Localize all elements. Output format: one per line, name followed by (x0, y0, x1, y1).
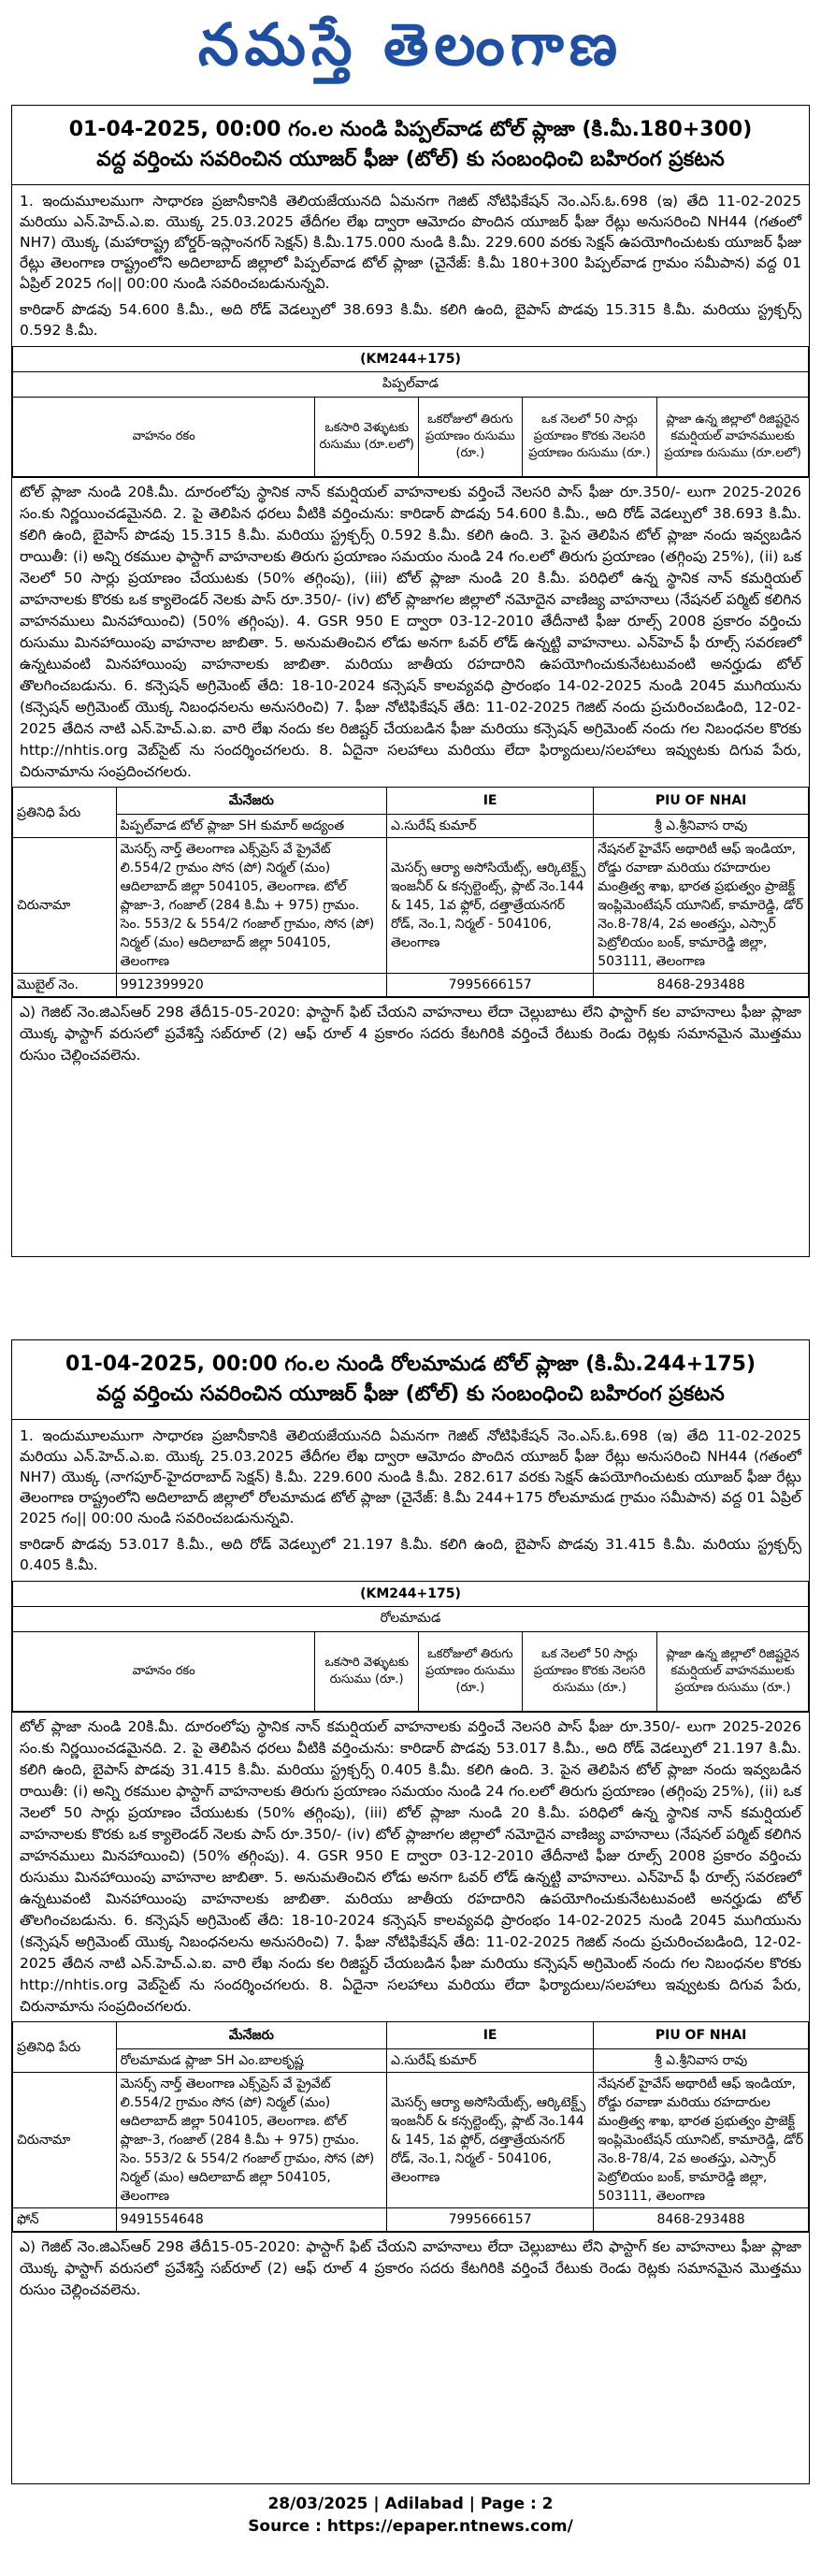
contact1-head: మేనేజరు (116, 788, 386, 815)
corridor-length-text: కారిడార్ పొడవు 53.017 కి.మీ., అది రోడ్ వెడల్పులో 21.197 కి.మీ. కలిగి ఉంది, బైపాస్ పొడవు 31.415 కి.మీ. మరియు స్ట్రక్చర్స్ 0.405 కి.మీ. (20, 1536, 801, 1573)
contact1-phone: 9491554648 (116, 2208, 386, 2232)
contact1-name: పిప్పల్‌వాడ టోల్ ప్లాజా SH కుమార్ అద్యంత (116, 815, 386, 838)
col-local-commercial: ప్లాజా ఉన్న జిల్లాలో రిజిష్టరైన కమర్షియల్ వాహనములకు ప్రయాణ రుసుము (రూ.) (657, 1632, 809, 1712)
notice-terms-paragraph: టోల్ ప్లాజా నుండి 20కి.మీ. దూరంలోపు స్థానిక నాన్ కమర్షియల్ వాహనాలకు వర్తించే నెలసరి పాస్ ఫీజు రూ.350/- లుగా 2025-2026 సం.కు నిర్ణయించడమైనది. 2. పై తెలిపిన ధరలు వీటికి వర్తించును: కారిడార్ పొడవు 53.017 కి.మీ., అది రోడ్ వెడల్పులో 21.197 కి.మీ. కలిగి ఉంది, బైపాస్ పొడవు 31.415 కి.మీ. మరియు స్ట్రక్చర్స్ 0.405 కి.మీ. కలిగి ఉంది. 3. పైన తెలిపిన టోల్ ప్లాజా నందు ఇవ్వబడిన రాయితీ: (i) అన్ని రకముల ఫాస్టాగ్ వాహనాలకు తిరుగు ప్రయాణం సమయం నుండి 24 గం.లలో తిరుగు ప్రయాణం (తగ్గింపు 25%), (ii) ఒక నెలలో 50 సార్లు ప్రయాణం చేయుటకు (50% తగ్గింపు), (iii) టోల్ ప్లాజా నుండి 20 కి.మీ. పరిధిలో ఉన్న స్థానిక నాన్ కమర్షియల్ వాహనాలకు కొరకు ఒక క్యాలెండర్ నెలకు పాస్ రూ.350/- (iv) టోల్ ప్లాజాగల జిల్లాలో నమోదైన వాణిజ్య వాహనాలు (నేషనల్ పర్మిట్ కలిగిన వాహనములు మినహాయించి) (50% తగ్గింపు). 4. GSR 950 E ద్వారా 03-12-2010 తేదీనాటి ఫీజు రూల్స్ 2008 ప్రకారం వర్తించు రుసుము మినహాయింపు వాహనాల జాబితా. 5. అనుమతించిన లోడు అనగా ఓవర్ లోడ్ ఉన్నట్టి వాహనాలు. ఎన్‌హెచ్ ఫీ రూల్స్ సవరణలో ఉన్నటువంటి మినహాయింపు వాహనాలకు జాబితా. మరియు జాతీయ రహదారిని ఉపయోగించుకునేటటువంటి అనర్హుడు టోల్ తొలగించబడును. 6. కన్సెషన్ అగ్రిమెంట్ తేది: 18-10-2024 కన్సెషన్ కాలవ్యవధి ప్రారంభం 14-02-2025 నుండి 2045 ముగియును (కన్సెషన్ అగ్రిమెంట్ యొక్క నిబంధనలను అనుసరించి) 7. ఫీజు నోటిఫికేషన్ తేది: 11-02-2025 గెజిట్ నందు ప్రచురించబడింది, 12-02-2025 తేదిన నాటి ఎన్.హెచ్.ఎ.ఐ. వారి లేఖ నందు కల రిజిష్టర్ చేయబడిన ఫీజు మరియు కన్సెషన్ అగ్రిమెంట్ నందు గల నిబంధనల కొరకు http://nhtis.org వెబ్‌సైట్ ను సందర్శించగలరు. 8. ఏదైనా సలహాలు మరియు లేదా ఫిర్యాదులు/సలహాలు ఇవ్వుటకు దిగువ పేరు, చిరునామాను సంప్రదించగలరు. (12, 1712, 809, 2021)
notice-title-line2: వద్ద వర్తించు సవరించిన యూజర్ ఫీజు (టోల్) కు సంబంధించి బహిరంగ ప్రకటన (96, 148, 725, 171)
contact1-name: రోలమామడ ప్లాజా SH ఎం.బాలకృష్ణ (116, 2049, 386, 2073)
notice-title (12, 106, 809, 185)
notice-title (12, 1340, 809, 1420)
contact1-address: మెసర్స్ నార్త్ తెలంగాణ ఎక్స్‌ప్రెస్ వే ప్రైవేట్ లి.554/2 గ్రామం సోన (పో) నిర్మల్ (మం) ఆదిలాబాద్ జిల్లా 504105, తెలంగాణ. టోల్ ప్లాజా-3, గంజాల్ (284 కి.మీ + 975) గ్రామం. సెం. 553/2 & 554/2 గంజాల్ గ్రామం, సోన (పో) నిర్మల్ (మం) ఆదిలాబాద్ జిల్లా 504105, తెలంగాణ (116, 838, 386, 974)
plaza-name: పిప్పల్‌వాడ (13, 372, 809, 398)
contact2-head: IE (386, 788, 593, 815)
fastag-penalty-note: ఎ) గెజిట్ నెం.జిఎస్ఆర్ 298 తేదీ15-05-2020: ఫాస్టాగ్ ఫిట్ చేయని వాహనాలు లేదా చెల్లుబాటు లేని ఫాస్టాగ్ కల వాహనాలు ఫీజు ప్లాజా యొక్క ఫాస్టాగ్ వరుసలో ప్రవేశిస్తే సబ్‌రూల్ (2) ఆఫ్ రూల్ 4 ప్రకారం సదరు కేటగిరికి వర్తించే రేటుకు రెండు రెట్లకు సమానమైన మొత్తము రుసుం చెల్లించవలెను. (12, 2232, 809, 2305)
contact2-name: ఎ.సురేష్ కుమార్ (386, 815, 593, 838)
page-footer (0, 2493, 821, 2538)
label-address: చిరునామా (13, 838, 117, 974)
footer-source-line: Source : https://epaper.ntnews.com/ (248, 2517, 573, 2536)
contact2-name: ఎ.సురేష్ కుమార్ (386, 2049, 593, 2073)
contact2-phone: 7995666157 (386, 974, 593, 997)
contact3-head: PIU OF NHAI (594, 788, 809, 815)
label-address: చిరునామా (13, 2073, 117, 2208)
contact2-address: మెసర్స్ ఆర్యా అసోసియేట్స్, ఆర్కిటెక్ట్స్ ఇంజనీర్ & కన్సల్టెంట్స్, ప్లాట్ నెం.144 & 145, 1వ ఫ్లోర్, దత్తాత్రేయనగర్ రోడ్, నెం.1, నిర్మల్ - 504106, తెలంగాణ (386, 2073, 593, 2208)
col-single-journey: ఒకసారి వెళ్ళుటకు రుసుము (రూ.) (315, 1632, 419, 1712)
contact2-address: మెసర్స్ ఆర్యా అసోసియేట్స్, ఆర్కిటెక్ట్స్ ఇంజనీర్ & కన్సల్టెంట్స్, ప్లాట్ నెం.144 & 145, 1వ ఫ్లోర్, దత్తాత్రేయనగర్ రోడ్, నెం.1, నిర్మల్ - 504106, తెలంగాణ (386, 838, 593, 974)
footer-date-line: 28/03/2025 | Adilabad | Page : 2 (267, 2495, 554, 2513)
notice-intro-paragraph: 1. ఇందుమూలముగా సాధారణ ప్రజానీకానికి తెలియజేయునది ఏమనగా గెజిట్ నోటిఫికేషన్ నెం.ఎస్.ఓ.698 (ఇ) తేది 11-02-2025 మరియు ఎన్.హెచ్.ఎ.ఐ. యొక్క 25.03.2025 తేదీగల లేఖ ద్వారా ఆమోదం పొందిన యూజర్ ఫీజు రేట్లు అనుసరించి NH44 (గతంలో NH7) యొక్క (మహారాష్ట్ర బోర్డర్-ఇస్లాంనగర్ సెక్షన్) కి.మీ.175.000 నుండి కి.మీ. 229.600 వరకు సెక్షన్ ఉపయోగించుటకు యూజర్ ఫీజు రేట్లు తెలంగాణ రాష్ట్రంలోని అదిలాబాద్ జిల్లాలో పిప్పల్‌వాడ టోల్ ప్లాజా (చైనేజ్: కి.మీ 180+300 పిప్పల్‌వాడ గ్రామం సమీపాన) వద్ద 01 ఏప్రిల్ 2025 గం|| 00:00 నుండి సవరించబడునున్నవి. (20, 193, 801, 292)
contact3-address: నేషనల్ హైవేస్ అథారిటీ ఆఫ్ ఇండియా, రోడ్డు రవాణా మరియు రహదారుల మంత్రిత్వ శాఖ, భారత ప్రభుత్వం ప్రాజెక్ట్ ఇంప్లిమెంటేషన్ యూనిట్, కామారెడ్డి, డోర్ నెం.8-78/4, 2వ అంతస్తు, ఎస్సార్ పెట్రోలియం బంక్, కామారెడ్డి జిల్లా, 503111, తెలంగాణ (594, 838, 809, 974)
contacts-table (12, 787, 809, 997)
notice-intro-paragraph: 1. ఇందుమూలముగా సాధారణ ప్రజానీకానికి తెలియజేయునది ఏమనగా గెజిట్ నోటిఫికేషన్ నెం.ఎస్.ఓ.698 (ఇ) తేది 11-02-2025 మరియు ఎన్.హెచ్.ఎ.ఐ. యొక్క 25.03.2025 తేదీగల లేఖ ద్వారా ఆమోదం పొందిన యూజర్ ఫీజు రేట్లు అనుసరించి NH44 (గతంలో NH7) యొక్క (నాగపూర్-హైదరాబాద్ సెక్షన్) కి.మీ. 229.600 నుండి కి.మీ. 282.617 వరకు సెక్షన్ ఉపయోగించుటకు యూజర్ ఫీజు రేట్లు తెలంగాణ రాష్ట్రంలోని అదిలాబాద్ జిల్లాలో రోలమామడ టోల్ ప్లాజా (చైనేజ్: కి.మీ 244+175 రోలమామడ గ్రామం సమీపాన) వద్ద 01 ఏప్రిల్ 2025 గం|| 00:00 నుండి సవరించబడునున్నవి. (20, 1427, 801, 1527)
notice-terms-paragraph: టోల్ ప్లాజా నుండి 20కి.మీ. దూరంలోపు స్థానిక నాన్ కమర్షియల్ వాహనాలకు వర్తించే నెలసరి పాస్ ఫీజు రూ.350/- లుగా 2025-2026 సం.కు నిర్ణయించడమైనది. 2. పై తెలిపిన ధరలు వీటికి వర్తించును: కారిడార్ పొడవు 54.600 కి.మీ., అది రోడ్ వెడల్పులో 38.693 కి.మీ. కలిగి ఉంది, బైపాస్ పొడవు 15.315 కి.మీ. మరియు స్ట్రక్చర్స్ 0.592 కి.మీ. కలిగి ఉంది. 3. పైన తెలిపిన టోల్ ప్లాజా నందు ఇవ్వబడిన రాయితీ: (i) అన్ని రకముల ఫాస్టాగ్ వాహనాలకు తిరుగు ప్రయాణం సమయం నుండి 24 గం.లలో తిరుగు ప్రయాణం (తగ్గింపు 25%), (ii) ఒక నెలలో 50 సార్లు ప్రయాణం చేయుటకు (50% తగ్గింపు), (iii) టోల్ ప్లాజా నుండి 20 కి.మీ. పరిధిలో ఉన్న స్థానిక నాన్ కమర్షియల్ వాహనాలకు కొరకు ఒక క్యాలెండర్ నెలకు పాస్ రూ.350/- (iv) టోల్ ప్లాజాగల జిల్లాలో నమోదైన వాణిజ్య వాహనాలు (నేషనల్ పర్మిట్ కలిగిన వాహనములు మినహాయించి) (50% తగ్గింపు). 4. GSR 950 E ద్వారా 03-12-2010 తేదీనాటి ఫీజు రూల్స్ 2008 ప్రకారం వర్తించు రుసుము మినహాయింపు వాహనాల జాబితా. 5. అనుమతించిన లోడు అనగా ఓవర్ లోడ్ ఉన్నట్టి వాహనాలు. ఎన్‌హెచ్ ఫీ రూల్స్ సవరణలో ఉన్నటువంటి మినహాయింపు వాహనాలకు జాబితా. మరియు జాతీయ రహదారిని ఉపయోగించుకునేటటువంటి అనర్హుడు టోల్ తొలగించబడును. 6. కన్సెషన్ అగ్రిమెంట్ తేది: 18-10-2024 కన్సెషన్ కాలవ్యవధి ప్రారంభం 14-02-2025 నుండి 2045 ముగియును (కన్సెషన్ అగ్రిమెంట్ యొక్క నిబంధనలను అనుసరించి) 7. ఫీజు నోటిఫికేషన్ తేది: 11-02-2025 గెజిట్ నందు ప్రచురించబడింది, 12-02-2025 తేదిన నాటి ఎన్.హెచ్.ఎ.ఐ. వారి లేఖ నందు కల రిజిష్టర్ చేయబడిన ఫీజు మరియు కన్సెషన్ అగ్రిమెంట్ నందు గల నిబంధనల కొరకు http://nhtis.org వెబ్‌సైట్ ను సందర్శించగలరు. 8. ఏదైనా సలహాలు మరియు లేదా ఫిర్యాదులు/సలహాలు ఇవ్వుటకు దిగువ పేరు, చిరునామాను సంప్రదించగలరు. (12, 477, 809, 787)
corridor-length-text: కారిడార్ పొడవు 54.600 కి.మీ., అది రోడ్ వెడల్పులో 38.693 కి.మీ. కలిగి ఉంది, బైపాస్ పొడవు 15.315 కి.మీ. మరియు స్ట్రక్చర్స్ 0.592 కి.మీ. (20, 301, 801, 339)
contact2-phone: 7995666157 (386, 2208, 593, 2232)
toll-rate-table (12, 346, 809, 477)
col-vehicle-type: వాహనం రకం (13, 1632, 315, 1712)
km-marker: (KM244+175) (13, 347, 809, 372)
col-monthly-pass: ఒక నెలలో 50 సార్లు ప్రయాణం కొరకు నెలసరి రుసుము (రూ.) (522, 1632, 657, 1712)
contact3-name: శ్రీ ఎ.శ్రీనివాస రావు (594, 815, 809, 838)
toll-rate-table (12, 1581, 809, 1712)
label-phone: మొబైల్ నెం. (13, 974, 117, 997)
contact3-head: PIU OF NHAI (594, 2022, 809, 2049)
notice-title-line2: వద్ద వర్తించు సవరించిన యూజర్ ఫీజు (టోల్) కు సంబంధించి బహిరంగ ప్రకటన (96, 1382, 725, 1406)
contact1-address: మెసర్స్ నార్త్ తెలంగాణ ఎక్స్‌ప్రెస్ వే ప్రైవేట్ లి.554/2 గ్రామం సోన (పో) నిర్మల్ (మం) ఆదిలాబాద్ జిల్లా 504105, తెలంగాణ. టోల్ ప్లాజా-3, గంజాల్ (284 కి.మీ + 975) గ్రామం. సెం. 553/2 & 554/2 గంజాల్ గ్రామం, సోన (పో) నిర్మల్ (మం) ఆదిలాబాద్ జిల్లా 504105, తెలంగాణ (116, 2073, 386, 2208)
col-single-journey: ఒకసారి వెళ్ళుటకు రుసుము (రూ.లలో) (315, 398, 419, 477)
km-marker: (KM244+175) (13, 1582, 809, 1607)
contact3-phone: 8468-293488 (594, 974, 809, 997)
contact3-address: నేషనల్ హైవేస్ అథారిటీ ఆఫ్ ఇండియా, రోడ్డు రవాణా మరియు రహదారుల మంత్రిత్వ శాఖ, భారత ప్రభుత్వం ప్రాజెక్ట్ ఇంప్లిమెంటేషన్ యూనిట్, కామారెడ్డి, డోర్ నెం.8-78/4, 2వ అంతస్తు, ఎస్సార్ పెట్రోలియం బంక్, కామారెడ్డి జిల్లా, 503111, తెలంగాణ (594, 2073, 809, 2208)
col-local-commercial: ప్లాజా ఉన్న జిల్లాలో రిజిష్టరైన కమర్షియల్ వాహనములకు ప్రయాణ రుసుము (రూ.లలో) (657, 398, 809, 477)
toll-notice-pippalwada (11, 105, 810, 1257)
label-phone: ఫోన్ (13, 2208, 117, 2232)
contact3-name: శ్రీ ఎ.శ్రీనివాస రావు (594, 2049, 809, 2073)
fastag-penalty-note: ఎ) గెజిట్ నెం.జిఎస్ఆర్ 298 తేదీ15-05-2020: ఫాస్టాగ్ ఫిట్ చేయని వాహనాలు లేదా చెల్లుబాటు లేని ఫాస్టాగ్ కల వాహనాలు ఫీజు ప్లాజా యొక్క ఫాస్టాగ్ వరుసలో ప్రవేశిస్తే సబ్‌రూల్ (2) ఆఫ్ రూల్ 4 ప్రకారం సదరు కేటగిరికి వర్తించే రేటుకు రెండు రెట్లకు సమానమైన మొత్తము రుసుం చెల్లించవలెను. (12, 997, 809, 1070)
col-monthly-pass: ఒక నెలలో 50 సార్లు ప్రయాణం కొరకు నెలసరి ప్రయాణం రుసుము (రూ.) (522, 398, 657, 477)
contact3-phone: 8468-293488 (594, 2208, 809, 2232)
notice-title-line1: 01-04-2025, 00:00 గం.ల నుండి రోలమామడ టోల్ ప్లాజా (కి.మీ.244+175) (65, 1353, 756, 1376)
contact2-head: IE (386, 2022, 593, 2049)
col-return-journey: ఒకరోజులో తిరుగు ప్రయాణం రుసుము (రూ.) (419, 398, 523, 477)
toll-notice-rolamamada (11, 1339, 810, 2484)
notice-title-line1: 01-04-2025, 00:00 గం.ల నుండి పిప్పల్‌వాడ టోల్ ప్లాజా (కి.మీ.180+300) (68, 118, 753, 141)
col-vehicle-type: వాహనం రకం (13, 398, 315, 477)
contact1-head: మేనేజరు (116, 2022, 386, 2049)
contact1-phone: 9912399920 (116, 974, 386, 997)
plaza-name: రోలమామడ (13, 1607, 809, 1632)
label-representative: ప్రతినిధి పేరు (13, 2022, 117, 2073)
masthead-logo: నమస్తే తెలంగాణ (197, 10, 624, 79)
col-return-journey: ఒకరోజులో తిరుగు ప్రయాణం రుసుము (రూ.) (419, 1632, 523, 1712)
label-representative: ప్రతినిధి పేరు (13, 788, 117, 838)
contacts-table (12, 2021, 809, 2232)
